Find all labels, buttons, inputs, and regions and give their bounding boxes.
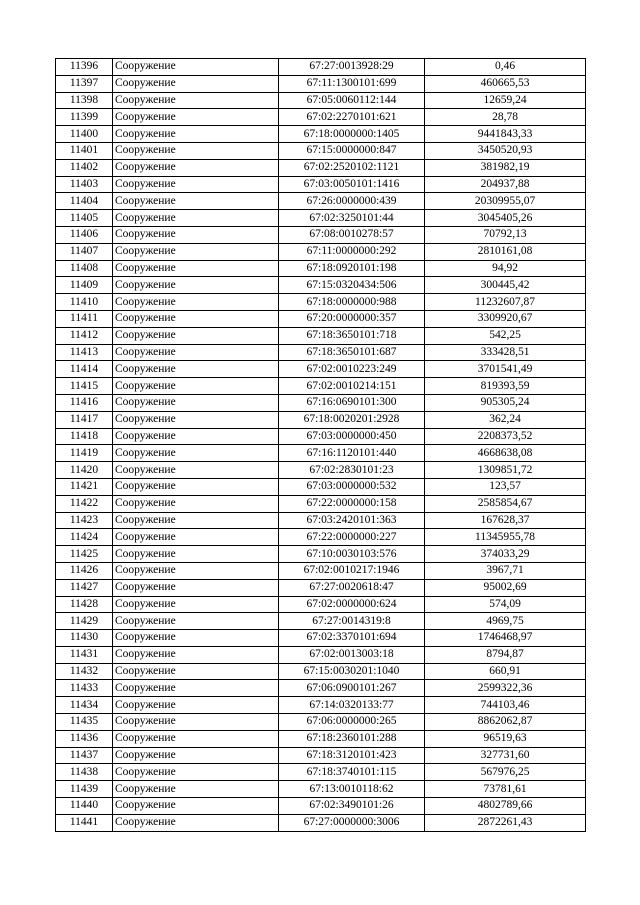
table-row xyxy=(56,798,586,815)
object-type-cell: Сооружение xyxy=(113,243,279,260)
object-type-cell: Сооружение xyxy=(113,613,279,630)
object-type-cell: Сооружение xyxy=(113,512,279,529)
row-number-cell: 11432 xyxy=(56,663,113,680)
value-cell: 167628,37 xyxy=(425,512,586,529)
row-number-cell: 11438 xyxy=(56,764,113,781)
value-cell: 460665,53 xyxy=(425,75,586,92)
table-row xyxy=(56,613,586,630)
cadastral-number-cell: 67:16:1120101:440 xyxy=(279,445,425,462)
row-number-cell: 11420 xyxy=(56,462,113,479)
cadastral-number-cell: 67:18:0000000:1405 xyxy=(279,126,425,143)
cadastral-number-cell: 67:02:3250101:44 xyxy=(279,210,425,227)
table-row xyxy=(56,310,586,327)
row-number-cell: 11436 xyxy=(56,730,113,747)
value-cell: 2208373,52 xyxy=(425,428,586,445)
row-number-cell: 11423 xyxy=(56,512,113,529)
table-row xyxy=(56,260,586,277)
value-cell: 204937,88 xyxy=(425,176,586,193)
object-type-cell: Сооружение xyxy=(113,714,279,731)
cadastral-number-cell: 67:03:0050101:1416 xyxy=(279,176,425,193)
table-row xyxy=(56,680,586,697)
object-type-cell: Сооружение xyxy=(113,394,279,411)
cadastral-number-cell: 67:18:3650101:718 xyxy=(279,327,425,344)
cadastral-number-cell: 67:02:2520102:1121 xyxy=(279,159,425,176)
row-number-cell: 11404 xyxy=(56,193,113,210)
object-type-cell: Сооружение xyxy=(113,109,279,126)
value-cell: 300445,42 xyxy=(425,277,586,294)
cadastral-number-cell: 67:08:0010278:57 xyxy=(279,226,425,243)
value-cell: 123,57 xyxy=(425,478,586,495)
table-row xyxy=(56,226,586,243)
value-cell: 11232607,87 xyxy=(425,294,586,311)
cadastral-number-cell: 67:05:0060112:144 xyxy=(279,92,425,109)
value-cell: 70792,13 xyxy=(425,226,586,243)
cadastral-number-cell: 67:15:0320434:506 xyxy=(279,277,425,294)
table-row xyxy=(56,176,586,193)
row-number-cell: 11405 xyxy=(56,210,113,227)
object-type-cell: Сооружение xyxy=(113,294,279,311)
cadastral-number-cell: 67:02:2270101:621 xyxy=(279,109,425,126)
object-type-cell: Сооружение xyxy=(113,462,279,479)
value-cell: 1746468,97 xyxy=(425,630,586,647)
cadastral-number-cell: 67:02:0010217:1946 xyxy=(279,562,425,579)
cadastral-number-cell: 67:02:0010223:249 xyxy=(279,361,425,378)
cadastral-number-cell: 67:14:0320133:77 xyxy=(279,697,425,714)
object-type-cell: Сооружение xyxy=(113,126,279,143)
value-cell: 3045405,26 xyxy=(425,210,586,227)
table-row xyxy=(56,630,586,647)
row-number-cell: 11425 xyxy=(56,546,113,563)
table-row xyxy=(56,646,586,663)
value-cell: 28,78 xyxy=(425,109,586,126)
cadastral-number-cell: 67:18:3120101:423 xyxy=(279,747,425,764)
object-type-cell: Сооружение xyxy=(113,495,279,512)
cadastral-number-cell: 67:02:3370101:694 xyxy=(279,630,425,647)
value-cell: 905305,24 xyxy=(425,394,586,411)
object-type-cell: Сооружение xyxy=(113,327,279,344)
object-type-cell: Сооружение xyxy=(113,562,279,579)
table-row xyxy=(56,663,586,680)
object-type-cell: Сооружение xyxy=(113,697,279,714)
table-row xyxy=(56,59,586,76)
cadastral-number-cell: 67:18:0020201:2928 xyxy=(279,411,425,428)
row-number-cell: 11428 xyxy=(56,596,113,613)
row-number-cell: 11422 xyxy=(56,495,113,512)
table-row xyxy=(56,428,586,445)
value-cell: 660,91 xyxy=(425,663,586,680)
table-row xyxy=(56,327,586,344)
value-cell: 9441843,33 xyxy=(425,126,586,143)
object-type-cell: Сооружение xyxy=(113,210,279,227)
row-number-cell: 11410 xyxy=(56,294,113,311)
row-number-cell: 11418 xyxy=(56,428,113,445)
row-number-cell: 11401 xyxy=(56,142,113,159)
row-number-cell: 11433 xyxy=(56,680,113,697)
value-cell: 4969,75 xyxy=(425,613,586,630)
table-row xyxy=(56,361,586,378)
object-type-cell: Сооружение xyxy=(113,142,279,159)
cadastral-number-cell: 67:02:2830101:23 xyxy=(279,462,425,479)
row-number-cell: 11415 xyxy=(56,378,113,395)
row-number-cell: 11398 xyxy=(56,92,113,109)
value-cell: 11345955,78 xyxy=(425,529,586,546)
row-number-cell: 11406 xyxy=(56,226,113,243)
table-row xyxy=(56,747,586,764)
value-cell: 8794,87 xyxy=(425,646,586,663)
value-cell: 2585854,67 xyxy=(425,495,586,512)
value-cell: 1309851,72 xyxy=(425,462,586,479)
object-type-cell: Сооружение xyxy=(113,310,279,327)
cadastral-number-cell: 67:27:0014319:8 xyxy=(279,613,425,630)
table-row xyxy=(56,92,586,109)
row-number-cell: 11412 xyxy=(56,327,113,344)
value-cell: 3967,71 xyxy=(425,562,586,579)
cadastral-number-cell: 67:11:0000000:292 xyxy=(279,243,425,260)
row-number-cell: 11416 xyxy=(56,394,113,411)
table-row xyxy=(56,478,586,495)
row-number-cell: 11409 xyxy=(56,277,113,294)
value-cell: 12659,24 xyxy=(425,92,586,109)
cadastral-number-cell: 67:15:0030201:1040 xyxy=(279,663,425,680)
cadastral-number-cell: 67:02:3490101:26 xyxy=(279,798,425,815)
row-number-cell: 11411 xyxy=(56,310,113,327)
object-type-cell: Сооружение xyxy=(113,176,279,193)
object-type-cell: Сооружение xyxy=(113,159,279,176)
row-number-cell: 11427 xyxy=(56,579,113,596)
object-type-cell: Сооружение xyxy=(113,529,279,546)
row-number-cell: 11419 xyxy=(56,445,113,462)
row-number-cell: 11399 xyxy=(56,109,113,126)
cadastral-number-cell: 67:18:0920101:198 xyxy=(279,260,425,277)
value-cell: 819393,59 xyxy=(425,378,586,395)
object-type-cell: Сооружение xyxy=(113,546,279,563)
value-cell: 8862062,87 xyxy=(425,714,586,731)
table-row xyxy=(56,529,586,546)
value-cell: 567976,25 xyxy=(425,764,586,781)
cadastral-number-cell: 67:06:0900101:267 xyxy=(279,680,425,697)
table-row xyxy=(56,579,586,596)
row-number-cell: 11440 xyxy=(56,798,113,815)
value-cell: 2872261,43 xyxy=(425,814,586,831)
object-type-cell: Сооружение xyxy=(113,646,279,663)
value-cell: 3309920,67 xyxy=(425,310,586,327)
value-cell: 362,24 xyxy=(425,411,586,428)
cadastral-number-cell: 67:27:0013928:29 xyxy=(279,59,425,76)
row-number-cell: 11403 xyxy=(56,176,113,193)
value-cell: 3701541,49 xyxy=(425,361,586,378)
object-type-cell: Сооружение xyxy=(113,411,279,428)
object-type-cell: Сооружение xyxy=(113,596,279,613)
value-cell: 96519,63 xyxy=(425,730,586,747)
object-type-cell: Сооружение xyxy=(113,798,279,815)
table-row xyxy=(56,495,586,512)
cadastral-number-cell: 67:06:0000000:265 xyxy=(279,714,425,731)
object-type-cell: Сооружение xyxy=(113,663,279,680)
object-type-cell: Сооружение xyxy=(113,193,279,210)
cadastral-number-cell: 67:02:0000000:624 xyxy=(279,596,425,613)
object-type-cell: Сооружение xyxy=(113,478,279,495)
table-row xyxy=(56,411,586,428)
table-row xyxy=(56,546,586,563)
row-number-cell: 11426 xyxy=(56,562,113,579)
registry-table-body xyxy=(56,59,586,832)
table-row xyxy=(56,344,586,361)
row-number-cell: 11431 xyxy=(56,646,113,663)
object-type-cell: Сооружение xyxy=(113,75,279,92)
table-row xyxy=(56,193,586,210)
object-type-cell: Сооружение xyxy=(113,59,279,76)
cadastral-number-cell: 67:03:0000000:532 xyxy=(279,478,425,495)
object-type-cell: Сооружение xyxy=(113,445,279,462)
table-row xyxy=(56,562,586,579)
row-number-cell: 11396 xyxy=(56,59,113,76)
value-cell: 0,46 xyxy=(425,59,586,76)
value-cell: 744103,46 xyxy=(425,697,586,714)
table-row xyxy=(56,596,586,613)
row-number-cell: 11429 xyxy=(56,613,113,630)
value-cell: 3450520,93 xyxy=(425,142,586,159)
table-row xyxy=(56,814,586,831)
table-row xyxy=(56,394,586,411)
value-cell: 20309955,07 xyxy=(425,193,586,210)
object-type-cell: Сооружение xyxy=(113,747,279,764)
object-type-cell: Сооружение xyxy=(113,378,279,395)
row-number-cell: 11402 xyxy=(56,159,113,176)
table-row xyxy=(56,378,586,395)
table-row xyxy=(56,210,586,227)
value-cell: 2810161,08 xyxy=(425,243,586,260)
object-type-cell: Сооружение xyxy=(113,764,279,781)
table-row xyxy=(56,75,586,92)
cadastral-number-cell: 67:16:0690101:300 xyxy=(279,394,425,411)
value-cell: 381982,19 xyxy=(425,159,586,176)
value-cell: 95002,69 xyxy=(425,579,586,596)
object-type-cell: Сооружение xyxy=(113,730,279,747)
cadastral-number-cell: 67:02:0010214:151 xyxy=(279,378,425,395)
table-row xyxy=(56,277,586,294)
row-number-cell: 11414 xyxy=(56,361,113,378)
object-type-cell: Сооружение xyxy=(113,226,279,243)
cadastral-number-cell: 67:02:0013003:18 xyxy=(279,646,425,663)
value-cell: 73781,61 xyxy=(425,781,586,798)
cadastral-number-cell: 67:10:0030103:576 xyxy=(279,546,425,563)
value-cell: 327731,60 xyxy=(425,747,586,764)
cadastral-number-cell: 67:03:2420101:363 xyxy=(279,512,425,529)
table-row xyxy=(56,109,586,126)
object-type-cell: Сооружение xyxy=(113,92,279,109)
cadastral-number-cell: 67:15:0000000:847 xyxy=(279,142,425,159)
row-number-cell: 11437 xyxy=(56,747,113,764)
cadastral-number-cell: 67:13:0010118:62 xyxy=(279,781,425,798)
row-number-cell: 11441 xyxy=(56,814,113,831)
table-row xyxy=(56,697,586,714)
value-cell: 333428,51 xyxy=(425,344,586,361)
table-row xyxy=(56,126,586,143)
row-number-cell: 11435 xyxy=(56,714,113,731)
cadastral-number-cell: 67:11:1300101:699 xyxy=(279,75,425,92)
table-row xyxy=(56,462,586,479)
value-cell: 94,92 xyxy=(425,260,586,277)
table-row xyxy=(56,781,586,798)
object-type-cell: Сооружение xyxy=(113,277,279,294)
cadastral-number-cell: 67:18:3740101:115 xyxy=(279,764,425,781)
value-cell: 2599322,36 xyxy=(425,680,586,697)
table-row xyxy=(56,764,586,781)
row-number-cell: 11400 xyxy=(56,126,113,143)
registry-table xyxy=(55,58,586,832)
cadastral-number-cell: 67:22:0000000:227 xyxy=(279,529,425,546)
cadastral-number-cell: 67:18:2360101:288 xyxy=(279,730,425,747)
row-number-cell: 11407 xyxy=(56,243,113,260)
value-cell: 574,09 xyxy=(425,596,586,613)
object-type-cell: Сооружение xyxy=(113,260,279,277)
table-row xyxy=(56,730,586,747)
table-row xyxy=(56,159,586,176)
row-number-cell: 11421 xyxy=(56,478,113,495)
object-type-cell: Сооружение xyxy=(113,630,279,647)
row-number-cell: 11408 xyxy=(56,260,113,277)
value-cell: 4802789,66 xyxy=(425,798,586,815)
object-type-cell: Сооружение xyxy=(113,680,279,697)
cadastral-number-cell: 67:27:0000000:3006 xyxy=(279,814,425,831)
object-type-cell: Сооружение xyxy=(113,344,279,361)
cadastral-number-cell: 67:18:3650101:687 xyxy=(279,344,425,361)
table-row xyxy=(56,512,586,529)
cadastral-number-cell: 67:03:0000000:450 xyxy=(279,428,425,445)
value-cell: 374033,29 xyxy=(425,546,586,563)
row-number-cell: 11413 xyxy=(56,344,113,361)
table-row xyxy=(56,714,586,731)
row-number-cell: 11439 xyxy=(56,781,113,798)
object-type-cell: Сооружение xyxy=(113,781,279,798)
cadastral-number-cell: 67:27:0020618:47 xyxy=(279,579,425,596)
object-type-cell: Сооружение xyxy=(113,428,279,445)
object-type-cell: Сооружение xyxy=(113,361,279,378)
cadastral-number-cell: 67:26:0000000:439 xyxy=(279,193,425,210)
row-number-cell: 11397 xyxy=(56,75,113,92)
table-row xyxy=(56,294,586,311)
row-number-cell: 11417 xyxy=(56,411,113,428)
row-number-cell: 11430 xyxy=(56,630,113,647)
object-type-cell: Сооружение xyxy=(113,579,279,596)
value-cell: 4668638,08 xyxy=(425,445,586,462)
row-number-cell: 11434 xyxy=(56,697,113,714)
table-row xyxy=(56,243,586,260)
object-type-cell: Сооружение xyxy=(113,814,279,831)
table-row xyxy=(56,445,586,462)
table-row xyxy=(56,142,586,159)
cadastral-number-cell: 67:22:0000000:158 xyxy=(279,495,425,512)
value-cell: 542,25 xyxy=(425,327,586,344)
cadastral-number-cell: 67:20:0000000:357 xyxy=(279,310,425,327)
cadastral-number-cell: 67:18:0000000:988 xyxy=(279,294,425,311)
row-number-cell: 11424 xyxy=(56,529,113,546)
